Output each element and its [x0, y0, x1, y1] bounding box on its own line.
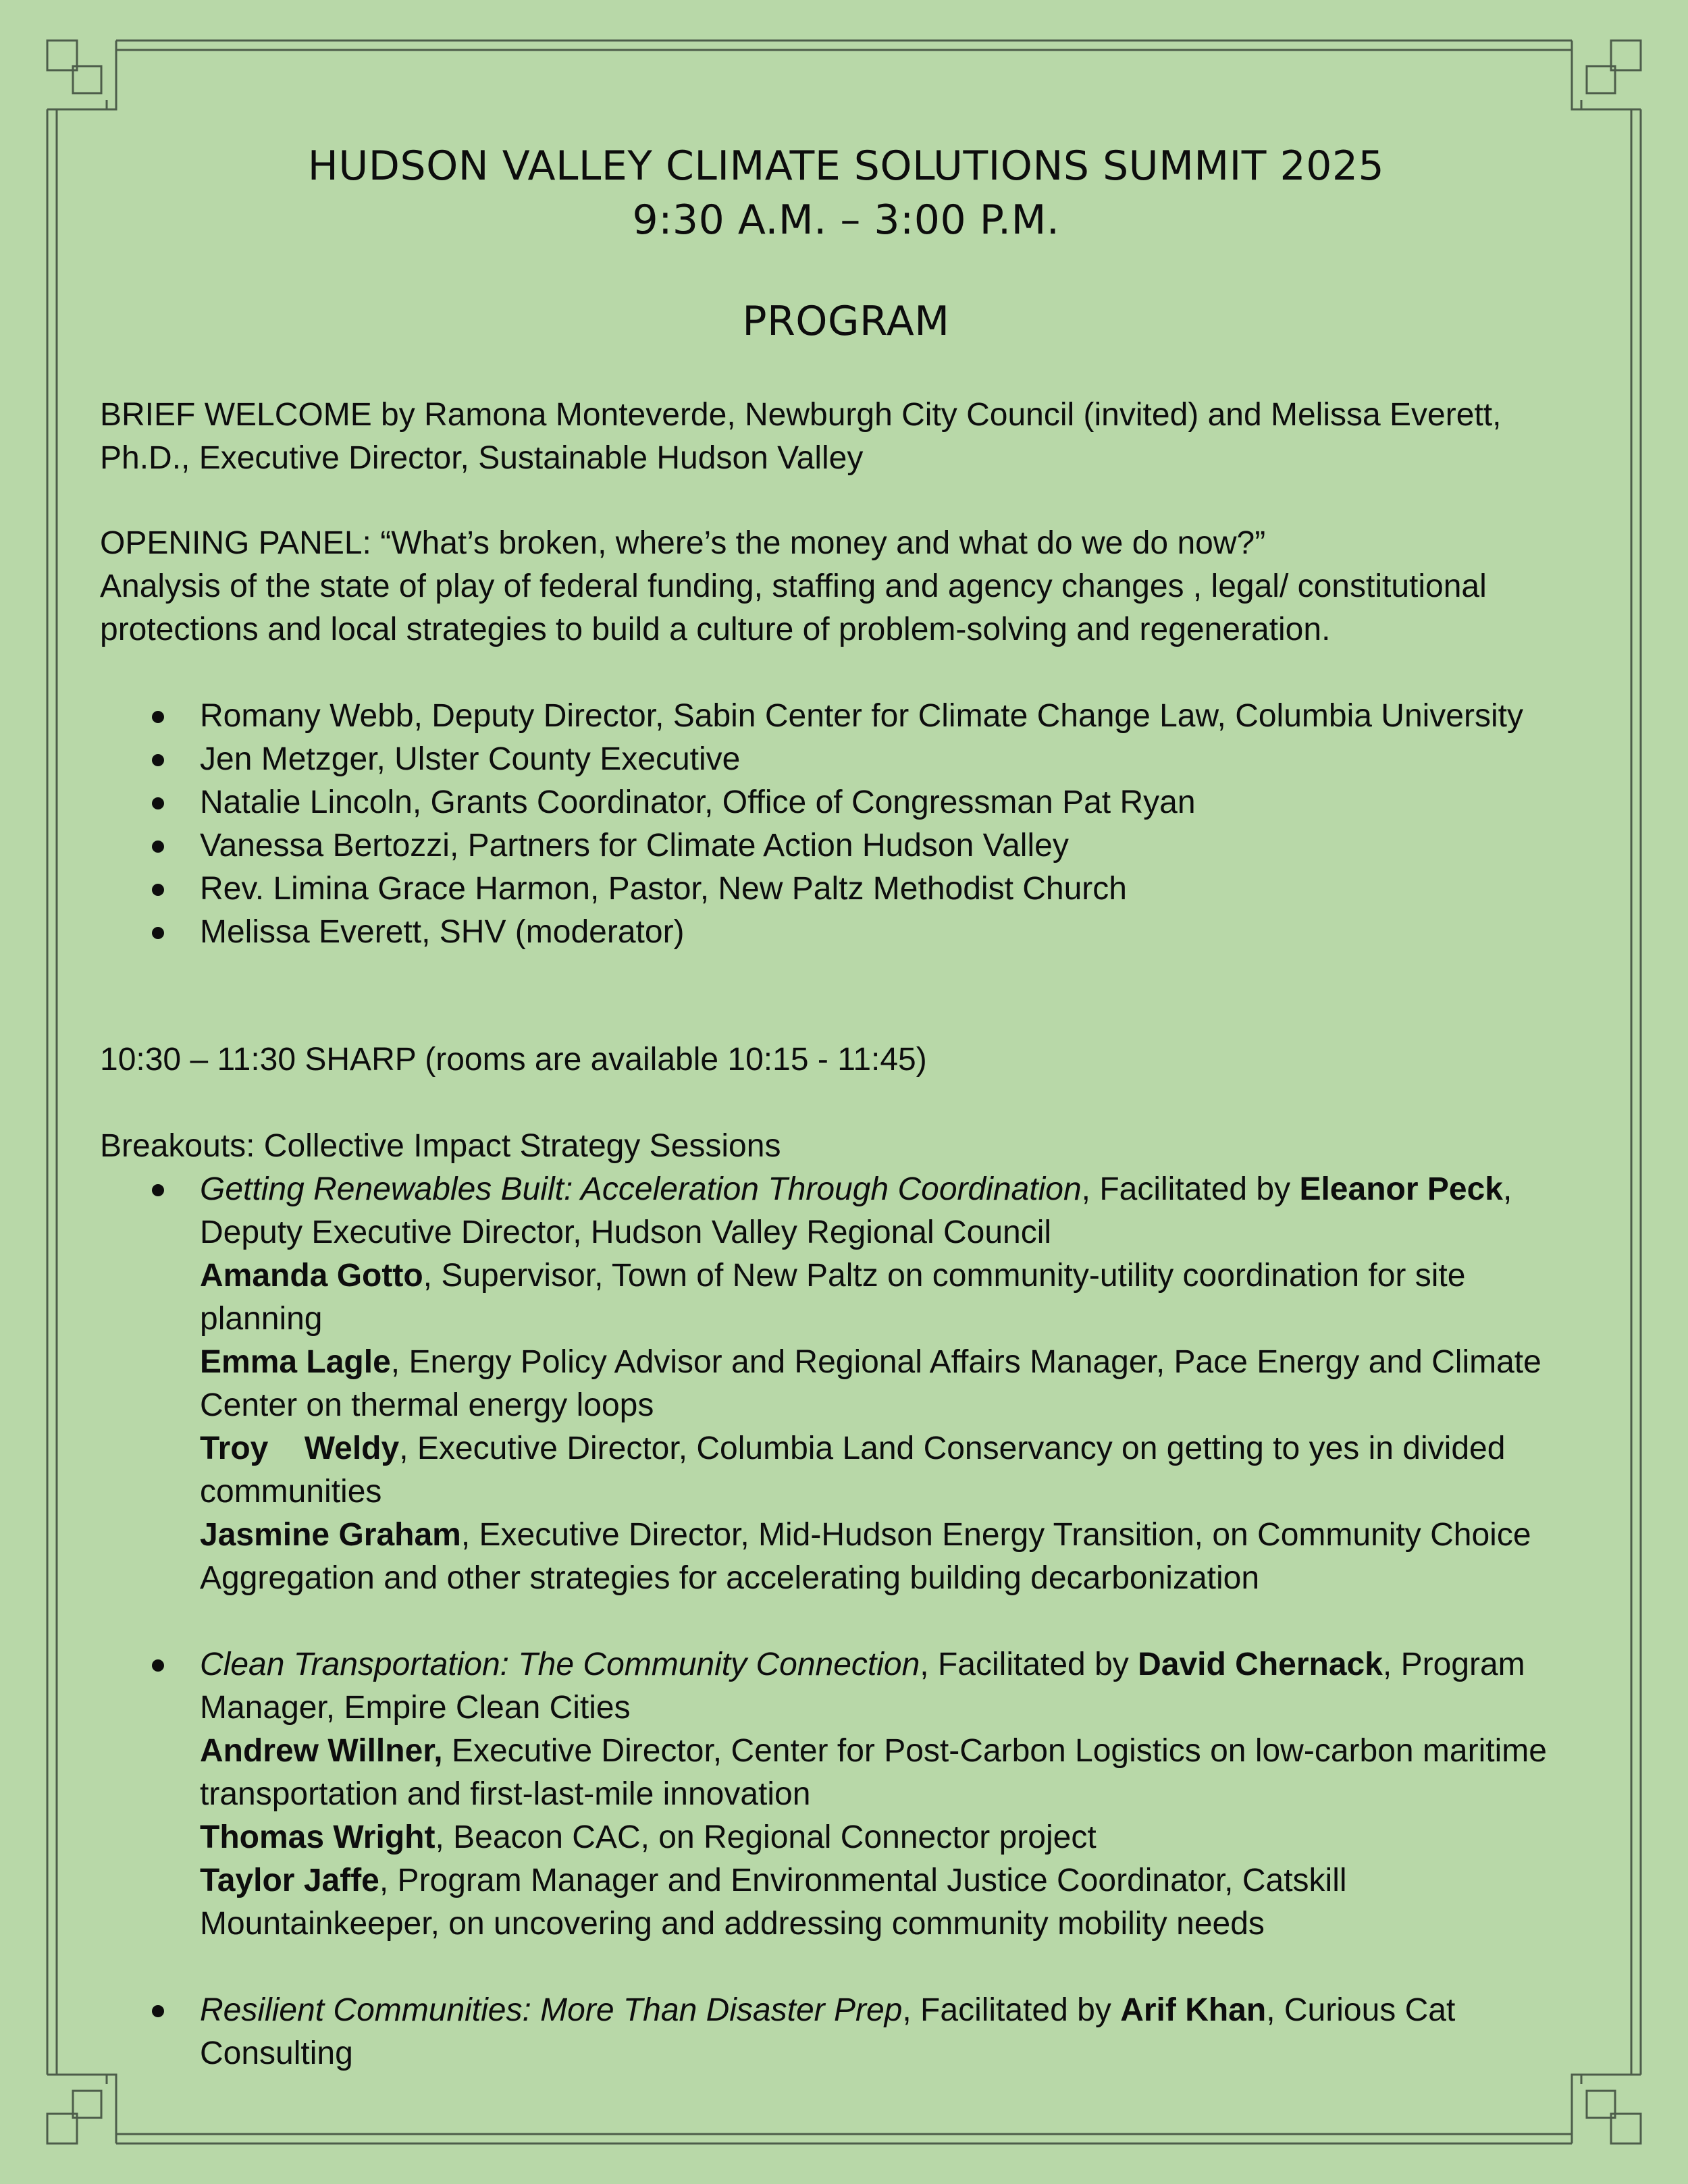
list-item: [100, 781, 1592, 824]
opening-panel-description: Analysis of the state of play of federal funding, staffing and agency changes , legal/ constitutional protections and local strategies to build a culture of problem-solving and regeneration.: [100, 568, 1487, 647]
breakouts-heading: Breakouts: Collective Impact Strategy Sessions: [100, 1128, 781, 1164]
facilitator-role: , Curious Cat Consulting: [200, 1992, 1456, 2071]
bullet-icon: [152, 927, 164, 939]
speaker-role: , Program Manager and Environmental Justice Coordinator, Catskill Mountainkeeper, on uncovering and addressing community mobility needs: [200, 1863, 1347, 1942]
speaker-role: , Supervisor, Town of New Paltz on community-utility coordination for site planning: [200, 1258, 1466, 1337]
panelist: Vanessa Bertozzi, Partners for Climate Action Hudson Valley: [200, 828, 1069, 863]
speaker: [200, 1254, 1592, 1341]
speaker: [200, 1816, 1592, 1859]
opening-panel: [100, 522, 1592, 651]
breakout-time: 10:30 – 11:30 SHARP (rooms are available 10:15 - 11:45): [100, 1042, 927, 1077]
facilitator-name: Eleanor Peck: [1299, 1171, 1503, 1207]
bullet-icon: [152, 711, 164, 723]
summit-title: HUDSON VALLEY CLIMATE SOLUTIONS SUMMIT 2025: [307, 142, 1385, 190]
bullet-icon: [152, 884, 164, 896]
session-title: Getting Renewables Built: Acceleration Through Coordination: [200, 1171, 1082, 1207]
session-header: Clean Transportation: The Community Connection, Facilitated by David Chernack, Program Manager, Empire Clean Cities: [200, 1647, 1525, 1726]
panelist: Romany Webb, Deputy Director, Sabin Center for Climate Change Law, Columbia University: [200, 698, 1523, 734]
bullet-icon: [152, 754, 164, 766]
panelist-list: [100, 695, 1592, 954]
speaker-name: Taylor Jaffe: [200, 1863, 379, 1898]
list-item: [100, 695, 1592, 738]
breakout-session: [100, 1989, 1592, 2075]
speaker-name: Amanda Gotto: [200, 1258, 423, 1294]
speaker: [200, 1427, 1592, 1514]
speaker-role: , Energy Policy Advisor and Regional Affairs Manager, Pace Energy and Climate Center on thermal energy loops: [200, 1344, 1541, 1423]
session-header: Getting Renewables Built: Acceleration Through Coordination, Facilitated by Eleanor Peck, Deputy Executive Director, Hudson Valley Regional Council: [200, 1171, 1512, 1250]
panelist: Rev. Limina Grace Harmon, Pastor, New Paltz Methodist Church: [200, 871, 1127, 907]
speaker-name: Jasmine Graham: [200, 1517, 461, 1553]
bullet-icon: [152, 2005, 164, 2017]
speaker-name: Troy Weldy: [200, 1431, 400, 1466]
breakout-session: [100, 1643, 1592, 1946]
speaker: [200, 1730, 1592, 1816]
list-item: [100, 911, 1592, 954]
speaker-role: , Executive Director, Mid-Hudson Energy Transition, on Community Choice Aggregation and other strategies for accelerating building decarbonization: [200, 1517, 1531, 1596]
speaker: [200, 1341, 1592, 1427]
facilitator-role: , Program Manager, Empire Clean Cities: [200, 1647, 1525, 1726]
speaker-name: Andrew Willner,: [200, 1733, 443, 1769]
speaker-name: Thomas Wright: [200, 1819, 436, 1855]
program-heading: PROGRAM: [742, 298, 950, 345]
facilitator-name: Arif Khan: [1120, 1992, 1267, 2028]
bullet-icon: [152, 797, 164, 809]
list-item: [100, 868, 1592, 911]
speaker-role: , Executive Director, Columbia Land Conservancy on getting to yes in divided communities: [200, 1431, 1506, 1510]
panelist: Natalie Lincoln, Grants Coordinator, Office of Congressman Pat Ryan: [200, 784, 1196, 820]
bullet-icon: [152, 1184, 164, 1196]
welcome-paragraph: BRIEF WELCOME by Ramona Monteverde, Newburgh City Council (invited) and Melissa Everett, Ph.D., Executive Director, Sustainable Hudson Valley: [100, 397, 1502, 476]
speaker: [200, 1514, 1592, 1600]
breakout-session: [100, 1168, 1592, 1600]
speaker-role: , Beacon CAC, on Regional Connector project: [435, 1819, 1097, 1855]
facilitator-role: , Deputy Executive Director, Hudson Valley Regional Council: [200, 1171, 1512, 1250]
speaker-role: Executive Director, Center for Post-Carbon Logistics on low-carbon maritime transportation and first-last-mile innovation: [200, 1733, 1547, 1812]
panelist: Jen Metzger, Ulster County Executive: [200, 741, 741, 777]
breakout-session-list: [100, 1168, 1592, 2075]
summit-time: 9:30 A.M. – 3:00 P.M.: [632, 196, 1060, 244]
list-item: [100, 824, 1592, 868]
opening-panel-heading: OPENING PANEL: “What’s broken, where’s the money and what do we do now?”: [100, 525, 1266, 561]
speaker: [200, 1859, 1592, 1946]
list-item: [100, 738, 1592, 781]
session-title: Clean Transportation: The Community Connection: [200, 1647, 920, 1682]
session-header: Resilient Communities: More Than Disaster Prep, Facilitated by Arif Khan, Curious Cat Consulting: [200, 1992, 1456, 2071]
speaker-name: Emma Lagle: [200, 1344, 391, 1380]
facilitator-name: David Chernack: [1138, 1647, 1383, 1682]
bullet-icon: [152, 841, 164, 853]
bullet-icon: [152, 1659, 164, 1672]
session-title: Resilient Communities: More Than Disaster Prep: [200, 1992, 903, 2028]
panelist: Melissa Everett, SHV (moderator): [200, 914, 685, 950]
